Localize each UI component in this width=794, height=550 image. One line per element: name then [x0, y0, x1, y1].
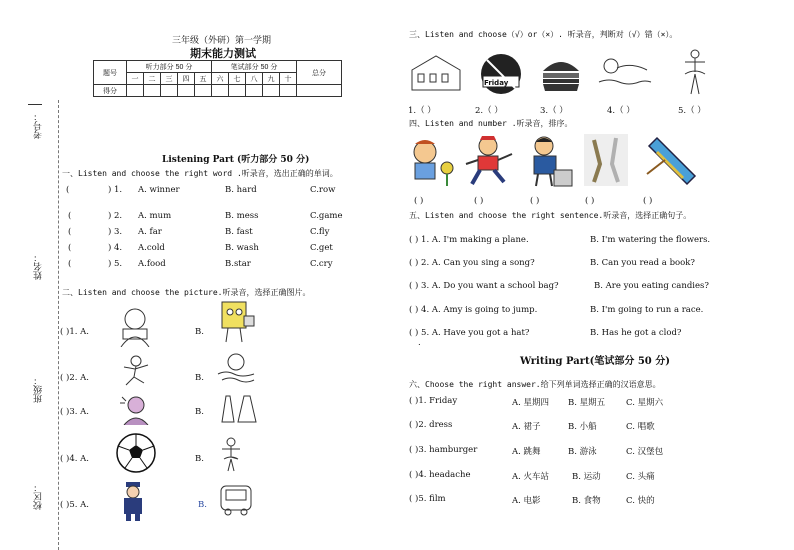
question-number: ( )3. A. — [60, 407, 89, 417]
option-b: B.star — [225, 259, 251, 269]
sentence-option-b: B. Can you read a book? — [590, 258, 695, 268]
option-b: B. 运动 — [572, 472, 601, 482]
question-number: ) 4. — [108, 243, 123, 253]
answer-paren[interactable]: ( — [68, 259, 72, 269]
boy-running-picture — [462, 134, 517, 189]
score-table — [93, 60, 342, 97]
question-number: ) 2. — [108, 211, 123, 221]
option-a: A. far — [138, 227, 162, 237]
score-cell[interactable] — [212, 85, 229, 97]
score-cell[interactable] — [246, 85, 263, 97]
vocab-question: ( )5. film — [409, 494, 446, 504]
exam-number-label: 考号： — [34, 112, 44, 139]
score-col: 九 — [263, 73, 280, 85]
option-a: A. 火车站 — [512, 472, 550, 482]
score-col: 三 — [161, 73, 178, 85]
answer-paren[interactable]: ( — [66, 185, 70, 195]
sentence-question: ( ) 2. A. Can you sing a song? — [409, 258, 535, 268]
option-a: A. winner — [138, 185, 180, 195]
answer-blank[interactable]: 3.（ ） — [540, 106, 568, 116]
question-number: ) 1. — [108, 185, 123, 195]
boy-picture — [113, 303, 157, 347]
sentence-question: ( ) 4. A. Amy is going to jump. — [409, 305, 538, 315]
listening-part-title: Listening Part (听力部分 50 分) — [162, 155, 310, 165]
score-cell[interactable] — [161, 85, 178, 97]
option-b-label: B. — [195, 373, 204, 383]
number-blank[interactable]: ( ) — [474, 196, 484, 206]
option-b-label: B. — [198, 500, 207, 510]
option-c: C. 星期六 — [626, 398, 664, 408]
option-a: A. 跳舞 — [512, 447, 541, 457]
name-label: 姓名： — [34, 253, 44, 280]
sponge-cartoon-picture — [214, 296, 258, 346]
total-header: 总分 — [297, 61, 342, 85]
option-c: C.game — [310, 211, 343, 221]
score-col: 二 — [144, 73, 161, 85]
class-label: 班级： — [34, 376, 44, 403]
bus-picture — [218, 483, 254, 517]
jumping-child-picture — [118, 355, 154, 387]
part1-title: 一、Listen and choose the right word .听录音，选出正确的单词。 — [62, 169, 338, 178]
school-label: 校区： — [34, 483, 44, 510]
dancer-picture — [218, 437, 244, 473]
vocab-question: ( )4. headache — [409, 470, 471, 480]
score-table-header-label: 题号 — [94, 61, 127, 85]
answer-blank[interactable]: 1.（ ） — [408, 106, 436, 116]
option-b: B. 食物 — [572, 496, 601, 506]
score-cell[interactable] — [195, 85, 212, 97]
option-c: C. 汉堡包 — [626, 447, 664, 457]
score-col: 五 — [195, 73, 212, 85]
dresses-picture — [220, 394, 258, 424]
option-c: C. 快的 — [626, 496, 655, 506]
option-c: C.row — [310, 185, 336, 195]
friday-calendar-picture — [477, 52, 525, 96]
sick-person-picture — [118, 393, 152, 425]
swimming-child-picture — [214, 350, 258, 386]
number-blank[interactable]: ( ) — [530, 196, 540, 206]
score-col: 四 — [178, 73, 195, 85]
number-blank[interactable]: ( ) — [643, 196, 653, 206]
sentence-option-b: B. Has he got a clod? — [590, 328, 682, 338]
writing-part-title: Writing Part(笔试部分 50 分) — [520, 356, 670, 367]
option-b: B. hard — [225, 185, 257, 195]
score-cell[interactable] — [144, 85, 161, 97]
part5-title: 五、Listen and choose the right sentence.听录音，选择正确句子。 — [409, 211, 692, 220]
binding-line — [58, 100, 59, 550]
option-a: A.food — [138, 259, 166, 269]
option-a: A. 电影 — [512, 496, 541, 506]
score-col: 一 — [127, 73, 144, 85]
answer-paren[interactable]: ( — [68, 243, 72, 253]
swimmer-picture — [597, 52, 653, 96]
option-c: C.get — [310, 243, 333, 253]
option-b: B. wash — [225, 243, 259, 253]
option-c: C. 头痛 — [626, 472, 655, 482]
option-c: C.cry — [310, 259, 333, 269]
knife-fork-picture — [584, 134, 628, 186]
friday-label: Friday — [484, 79, 509, 87]
option-b: B. 游泳 — [568, 447, 597, 457]
option-b: B. fast — [225, 227, 253, 237]
score-cell[interactable] — [229, 85, 246, 97]
train-station-picture — [410, 52, 462, 92]
sentence-question: ( ) 5. A. Have you got a hat? — [409, 328, 530, 338]
option-c: C.fly — [310, 227, 330, 237]
option-c: C. 唱歌 — [626, 422, 655, 432]
part3-title: 三、Listen and choose（√）or（×）. 听录音，判断对（√）错（×）。 — [409, 30, 678, 39]
page-title: 期末能力测试 — [190, 47, 256, 60]
sentence-option-b: B. I'm going to run a race. — [590, 305, 704, 315]
sentence-question: ( ) 1. A. I'm making a plane. — [409, 235, 529, 245]
stray-dot: . — [418, 338, 421, 348]
score-col: 八 — [246, 73, 263, 85]
grade-heading: 三年级（外研）第一学期 — [172, 36, 272, 46]
vocab-question: ( )2. dress — [409, 420, 453, 430]
soccer-ball-picture — [115, 432, 157, 474]
police-officer-picture — [118, 480, 148, 522]
score-cell[interactable] — [280, 85, 297, 97]
part6-title: 六、Choose the right answer.给下列单词选择正确的汉语意思。 — [409, 380, 661, 389]
number-blank[interactable]: ( ) — [414, 196, 424, 206]
sentence-option-b: B. I'm watering the flowers. — [590, 235, 711, 245]
answer-blank[interactable]: 4.（ ） — [607, 106, 635, 116]
question-number: ( )1. A. — [60, 327, 89, 337]
question-number: ) 5. — [108, 259, 123, 269]
part2-title: 二、Listen and choose the picture.听录音，选择正确图片。 — [62, 288, 311, 297]
option-a: A. 裙子 — [512, 422, 541, 432]
score-col: 七 — [229, 73, 246, 85]
listening-points-header: 听力部分 50 分 — [127, 61, 212, 73]
score-row-label: 得分 — [94, 85, 127, 97]
exam-number-underline — [28, 104, 42, 105]
option-b: B. 星期五 — [568, 398, 606, 408]
score-cell[interactable] — [127, 85, 144, 97]
answer-blank[interactable]: 2.（ ） — [475, 106, 503, 116]
answer-blank[interactable]: 5.（ ） — [678, 106, 706, 116]
question-number: ( )4. A. — [60, 454, 89, 464]
sentence-option-b: B. Are you eating candies? — [594, 281, 709, 291]
score-cell[interactable] — [263, 85, 280, 97]
option-a: A. mum — [138, 211, 172, 221]
sentence-question: ( ) 3. A. Do you want a school bag? — [409, 281, 559, 291]
question-number: ( )5. A. — [60, 500, 89, 510]
boat-picture — [643, 134, 699, 189]
question-number: ( )2. A. — [60, 373, 89, 383]
score-cell[interactable] — [178, 85, 195, 97]
ballerina-picture — [679, 48, 711, 98]
option-b: B. 小船 — [568, 422, 597, 432]
option-a: A.cold — [138, 243, 165, 253]
option-b-label: B. — [195, 454, 204, 464]
writing-points-header: 笔试部分 50 分 — [212, 61, 297, 73]
option-a: A. 星期四 — [512, 398, 550, 408]
vocab-question: ( )3. hamburger — [409, 445, 478, 455]
option-b: B. mess — [225, 211, 259, 221]
man-cooking-picture — [524, 134, 574, 189]
part4-title: 四、Listen and number .听录音，排序。 — [409, 119, 573, 128]
hamburger-picture — [540, 55, 582, 93]
total-score-cell[interactable] — [297, 85, 342, 97]
answer-paren[interactable]: ( — [68, 211, 72, 221]
option-b-label: B. — [195, 407, 204, 417]
option-b-label: B. — [195, 327, 204, 337]
score-col: 六 — [212, 73, 229, 85]
answer-paren[interactable]: ( — [68, 227, 72, 237]
number-blank[interactable]: ( ) — [585, 196, 595, 206]
boy-with-flower-picture — [403, 134, 458, 189]
vocab-question: ( )1. Friday — [409, 396, 458, 406]
question-number: ) 3. — [108, 227, 123, 237]
score-col: 十 — [280, 73, 297, 85]
